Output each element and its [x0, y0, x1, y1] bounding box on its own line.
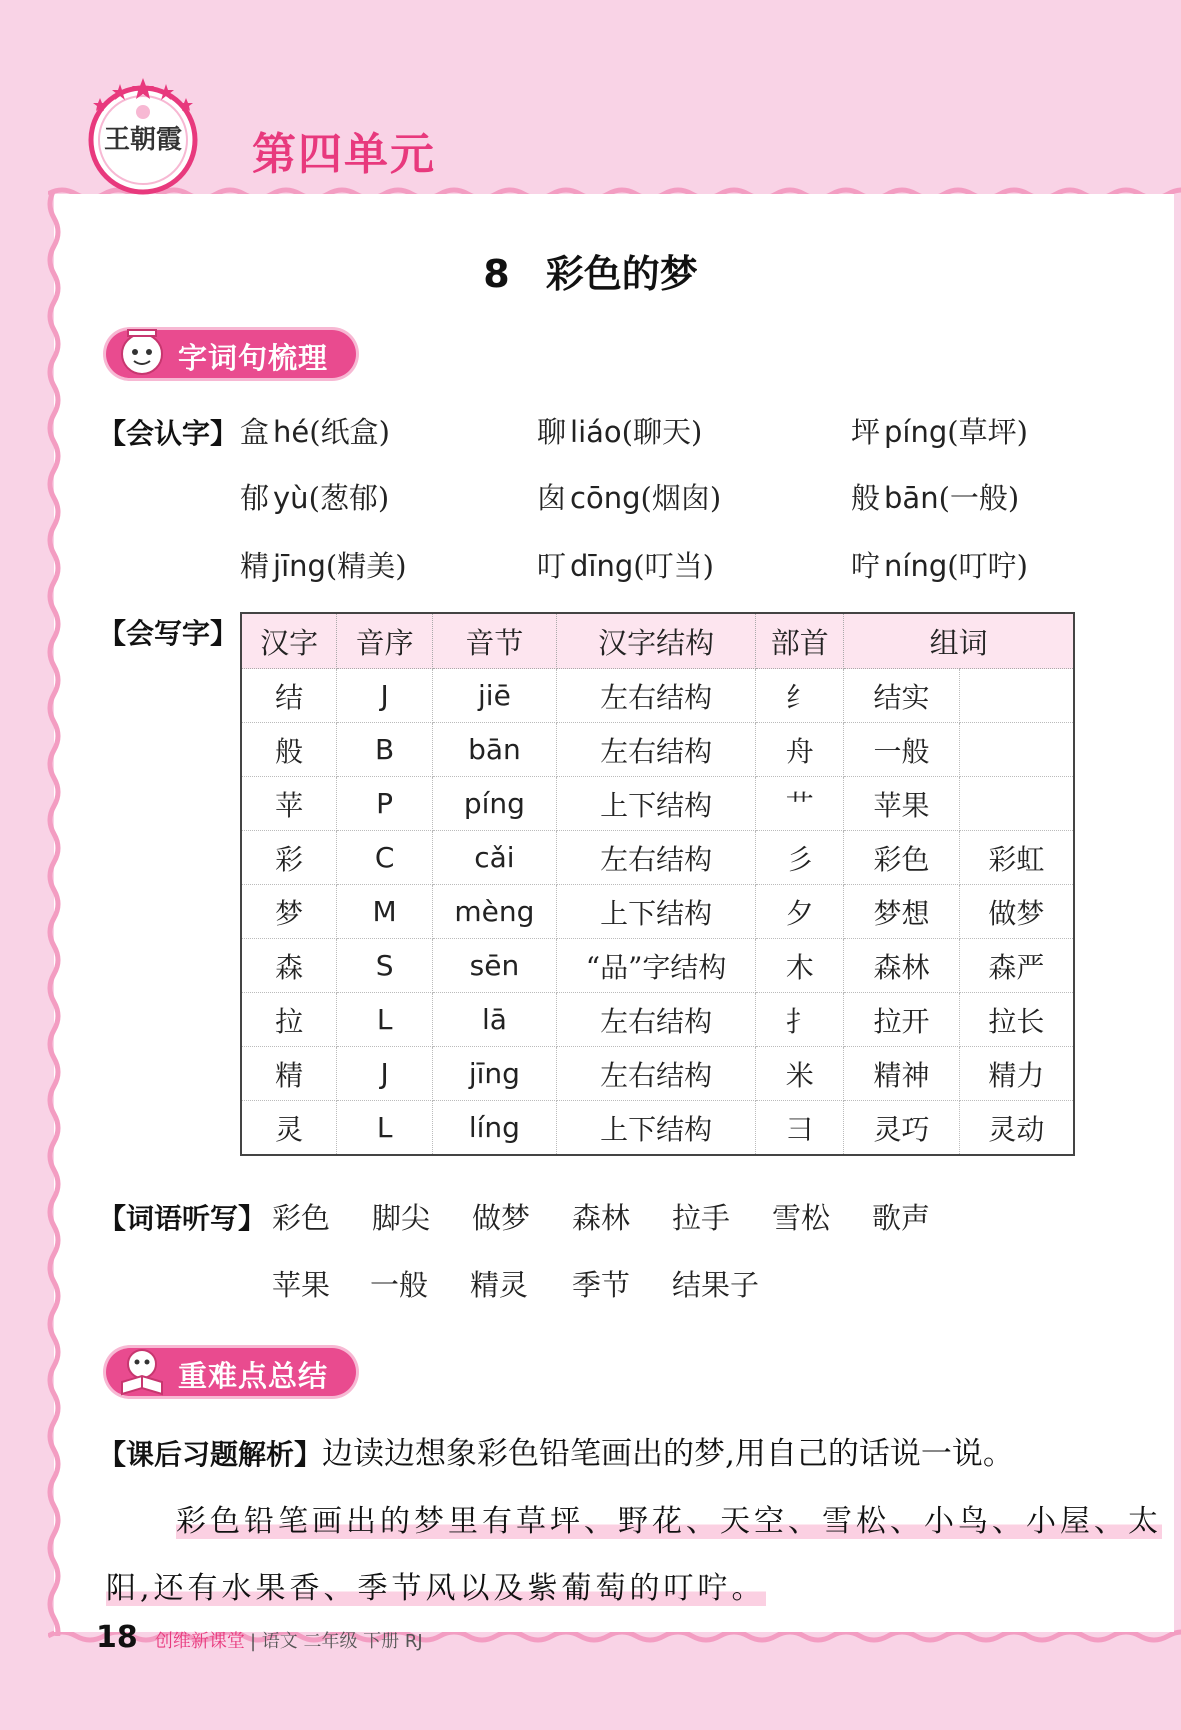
cell-word-1: 拉开 — [844, 993, 960, 1047]
cell-bushou: 木 — [756, 939, 844, 993]
recognize-pinyin: níng — [884, 549, 948, 583]
table-row — [241, 777, 1074, 831]
cell-yinxu: P — [337, 777, 433, 831]
header-jiegou: 汉字结构 — [556, 613, 756, 669]
recognize-item — [537, 476, 721, 517]
recognize-item — [851, 476, 1019, 517]
footer-brand: 创维新课堂 — [154, 1631, 245, 1652]
section-badge-vocab — [106, 330, 356, 378]
recognize-pinyin: hé — [273, 415, 310, 449]
cell-bushou: 米 — [756, 1047, 844, 1101]
dictation-word: 彩色 — [272, 1201, 331, 1235]
table-row — [241, 939, 1074, 993]
recognize-item — [240, 476, 389, 517]
cell-bushou: 艹 — [756, 777, 844, 831]
cell-bushou: 彐 — [756, 1101, 844, 1156]
cell-hanzi: 梦 — [241, 885, 337, 939]
recognize-char: 盒 — [240, 415, 270, 449]
badge-label: 字词句梳理 — [178, 341, 329, 375]
exercise-answer-line-2 — [106, 1563, 766, 1607]
table-row — [241, 831, 1074, 885]
recognize-pinyin: cōng — [570, 481, 641, 515]
cell-hanzi: 森 — [241, 939, 337, 993]
cell-jiegou: 左右结构 — [556, 993, 756, 1047]
cell-jiegou: 上下结构 — [556, 777, 756, 831]
recognize-char: 囱 — [537, 481, 567, 515]
cell-yinjie: jīng — [433, 1047, 557, 1101]
dictation-label: 【词语听写】 — [98, 1202, 267, 1235]
cell-yinjie: jiē — [433, 669, 557, 723]
header-hanzi: 汉字 — [241, 613, 337, 669]
dictation-word: 雪松 — [772, 1201, 831, 1235]
write-characters-table — [240, 612, 1075, 1156]
cell-hanzi: 般 — [241, 723, 337, 777]
dictation-word: 苹果 — [272, 1268, 331, 1302]
recognize-pinyin: píng — [884, 415, 948, 449]
recognize-pinyin: bān — [884, 481, 939, 515]
recognize-item — [851, 544, 1028, 585]
dictation-word: 结果子 — [672, 1268, 760, 1302]
cell-bushou: 纟 — [756, 669, 844, 723]
page-number: 18 — [96, 1620, 138, 1655]
cell-word-2 — [959, 723, 1074, 777]
recognize-label: 【会认字】 — [98, 417, 239, 450]
lesson-number: 8 — [483, 252, 510, 296]
recognize-word: (纸盒) — [309, 415, 390, 449]
exercise-question-text: 边读边想象彩色铅笔画出的梦,用自己的话说一说。 — [322, 1436, 1014, 1472]
cell-yinxu: B — [337, 723, 433, 777]
cell-yinjie: cǎi — [433, 831, 557, 885]
recognize-word: (精美) — [325, 549, 407, 583]
recognize-word: (叮当) — [633, 549, 714, 583]
recognize-char: 般 — [851, 481, 881, 515]
table-row — [241, 669, 1074, 723]
recognize-char: 精 — [240, 549, 270, 583]
answer-text-1: 彩色铅笔画出的梦里有草坪、野花、天空、雪松、小鸟、小屋、太 — [176, 1504, 1162, 1539]
recognize-pinyin: jīng — [273, 549, 326, 583]
cell-word-1: 灵巧 — [844, 1101, 960, 1156]
table-row — [241, 1047, 1074, 1101]
cell-jiegou: 左右结构 — [556, 831, 756, 885]
cell-jiegou: “品”字结构 — [556, 939, 756, 993]
section-badge-key-points — [106, 1348, 356, 1396]
recognize-word: (叮咛) — [947, 549, 1028, 583]
cell-yinjie: lā — [433, 993, 557, 1047]
unit-title: 第四单元 — [252, 129, 436, 180]
cell-word-1: 彩色 — [844, 831, 960, 885]
cell-hanzi: 彩 — [241, 831, 337, 885]
cell-yinjie: sēn — [433, 939, 557, 993]
lesson-title — [0, 243, 1181, 298]
cell-word-1: 一般 — [844, 723, 960, 777]
cell-jiegou: 左右结构 — [556, 1047, 756, 1101]
cell-yinjie: píng — [433, 777, 557, 831]
header-yinxu: 音序 — [337, 613, 433, 669]
dictation-word: 精灵 — [470, 1268, 529, 1302]
exercise-question — [98, 1428, 1014, 1473]
cell-yinjie: líng — [433, 1101, 557, 1156]
dictation-word: 季节 — [572, 1268, 631, 1302]
recognize-word: (葱郁) — [308, 481, 390, 515]
recognize-item — [537, 410, 702, 451]
cell-word-1: 梦想 — [844, 885, 960, 939]
brand-logo — [82, 76, 204, 198]
cell-word-1: 精神 — [844, 1047, 960, 1101]
cell-word-2: 森严 — [959, 939, 1074, 993]
cell-yinjie: bān — [433, 723, 557, 777]
cell-jiegou: 左右结构 — [556, 723, 756, 777]
cell-yinxu: M — [337, 885, 433, 939]
recognize-word: (一般) — [938, 481, 1020, 515]
dictation-word: 做梦 — [472, 1201, 531, 1235]
cell-bushou: 扌 — [756, 993, 844, 1047]
dictation-word: 一般 — [370, 1268, 429, 1302]
dictation-word: 拉手 — [672, 1201, 731, 1235]
exercise-answer-line-1 — [176, 1496, 1162, 1540]
dictation-word: 脚尖 — [372, 1201, 431, 1235]
answer-text-2: 阳,还有水果香、季节风以及紫葡萄的叮咛。 — [106, 1571, 766, 1606]
cell-jiegou: 上下结构 — [556, 885, 756, 939]
cell-word-2: 精力 — [959, 1047, 1074, 1101]
footer-meta: | 语文 二年级 下册 RJ — [249, 1631, 423, 1652]
cell-word-2: 做梦 — [959, 885, 1074, 939]
header-zuci: 组词 — [844, 613, 1074, 669]
cell-hanzi: 结 — [241, 669, 337, 723]
header-bushou: 部首 — [756, 613, 844, 669]
table-row — [241, 885, 1074, 939]
cell-yinxu: J — [337, 669, 433, 723]
table-row — [241, 723, 1074, 777]
recognize-item — [240, 410, 390, 451]
mascot-icon — [114, 324, 170, 380]
cell-jiegou: 上下结构 — [556, 1101, 756, 1156]
cell-hanzi: 精 — [241, 1047, 337, 1101]
exercise-label: 【课后习题解析】 — [98, 1438, 323, 1471]
cell-word-2: 彩虹 — [959, 831, 1074, 885]
cell-bushou: 夕 — [756, 885, 844, 939]
recognize-pinyin: dīng — [570, 549, 634, 583]
header-yinjie: 音节 — [433, 613, 557, 669]
mascot-reading-icon — [114, 1342, 170, 1398]
cell-hanzi: 苹 — [241, 777, 337, 831]
dictation-word: 歌声 — [872, 1201, 931, 1235]
page-footer — [96, 1620, 423, 1655]
recognize-word: (草坪) — [947, 415, 1028, 449]
cell-yinxu: J — [337, 1047, 433, 1101]
recognize-pinyin: liáo — [570, 415, 622, 449]
cell-yinjie: mèng — [433, 885, 557, 939]
logo-text: 王朝霞 — [103, 125, 183, 155]
cell-yinxu: L — [337, 993, 433, 1047]
cell-jiegou: 左右结构 — [556, 669, 756, 723]
table-row — [241, 993, 1074, 1047]
recognize-item — [851, 410, 1028, 451]
recognize-char: 郁 — [240, 481, 270, 515]
cell-bushou: 舟 — [756, 723, 844, 777]
cell-bushou: 彡 — [756, 831, 844, 885]
dictation-word: 森林 — [572, 1201, 631, 1235]
recognize-pinyin: yù — [273, 481, 309, 515]
write-label: 【会写字】 — [98, 617, 239, 650]
recognize-char: 坪 — [851, 415, 881, 449]
cell-word-2: 灵动 — [959, 1101, 1074, 1156]
cell-word-2: 拉长 — [959, 993, 1074, 1047]
cell-word-2 — [959, 669, 1074, 723]
lesson-name: 彩色的梦 — [545, 252, 698, 296]
recognize-char: 聊 — [537, 415, 567, 449]
cell-hanzi: 灵 — [241, 1101, 337, 1156]
recognize-word: (烟囱) — [640, 481, 722, 515]
recognize-char: 叮 — [537, 549, 567, 583]
recognize-word: (聊天) — [621, 415, 703, 449]
cell-word-2 — [959, 777, 1074, 831]
recognize-item — [240, 544, 407, 585]
recognize-char: 咛 — [851, 549, 881, 583]
badge-label: 重难点总结 — [178, 1359, 329, 1393]
cell-word-1: 森林 — [844, 939, 960, 993]
table-row — [241, 1101, 1074, 1156]
cell-word-1: 结实 — [844, 669, 960, 723]
cell-hanzi: 拉 — [241, 993, 337, 1047]
cell-yinxu: S — [337, 939, 433, 993]
cell-word-1: 苹果 — [844, 777, 960, 831]
table-header-row — [241, 613, 1074, 669]
recognize-item — [537, 544, 714, 585]
cell-yinxu: L — [337, 1101, 433, 1156]
page-border-left — [46, 190, 62, 1636]
cell-yinxu: C — [337, 831, 433, 885]
